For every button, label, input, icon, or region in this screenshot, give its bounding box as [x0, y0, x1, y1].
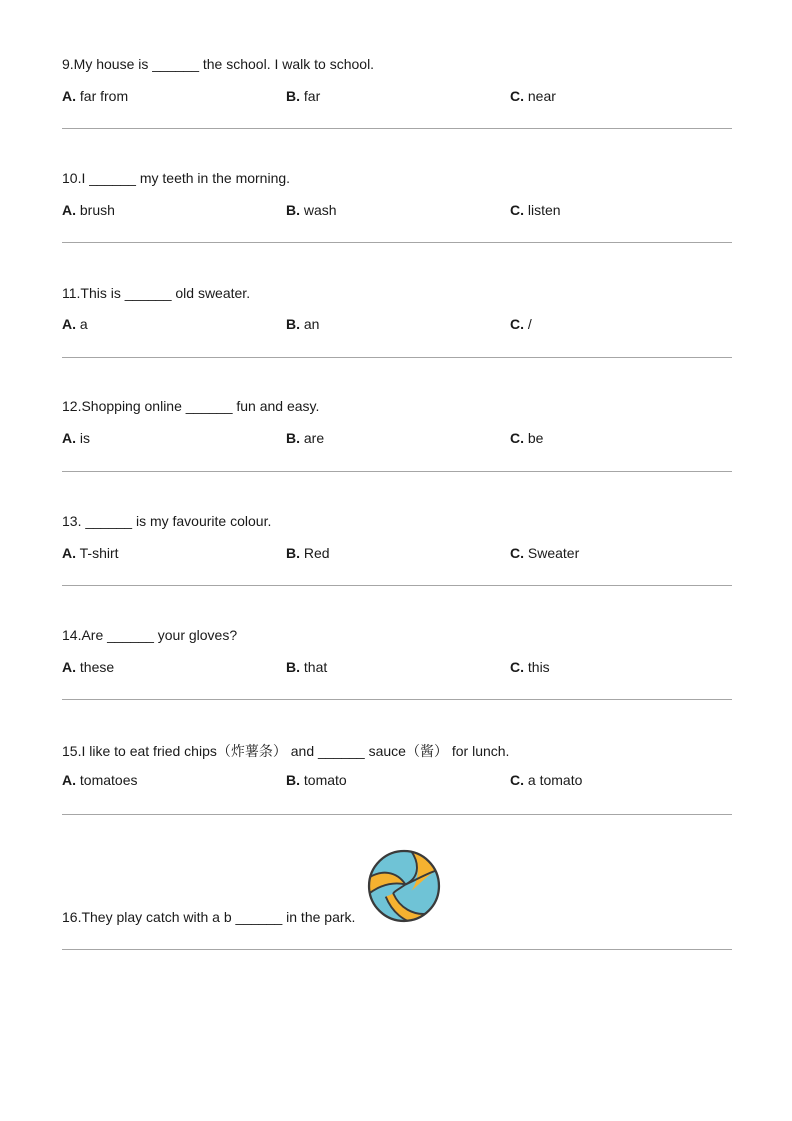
divider [62, 699, 732, 700]
options [62, 430, 732, 450]
question-stem: 10.I ______ my teeth in the morning. [62, 170, 291, 186]
question-stem: 13. ______ is my favourite colour. [62, 513, 272, 529]
option-c[interactable]: C. near [510, 88, 556, 104]
option-b[interactable]: B. wash [286, 202, 337, 218]
divider [62, 585, 732, 586]
question-stem: 11.This is ______ old sweater. [62, 285, 251, 301]
option-a[interactable]: A. these [62, 659, 115, 675]
option-a[interactable]: A. T-shirt [62, 545, 119, 561]
divider [62, 949, 732, 950]
option-c[interactable]: C. / [510, 316, 532, 332]
divider [62, 242, 732, 243]
option-a[interactable]: A. far from [62, 88, 129, 104]
option-c[interactable]: C. this [510, 659, 550, 675]
options [62, 659, 732, 679]
options [62, 545, 732, 565]
option-b[interactable]: B. an [286, 316, 320, 332]
options [62, 772, 732, 792]
option-b[interactable]: B. far [286, 88, 321, 104]
question-stem: 9.My house is ______ the school. I walk to school. [62, 56, 375, 72]
option-c[interactable]: C. Sweater [510, 545, 580, 561]
option-a[interactable]: A. tomatoes [62, 772, 138, 788]
question-stem: 16.They play catch with a b ______ in the park. [62, 909, 356, 925]
options [62, 316, 732, 336]
option-c[interactable]: C. be [510, 430, 544, 446]
question-stem: 12.Shopping online ______ fun and easy. [62, 398, 320, 414]
divider [62, 128, 732, 129]
option-b[interactable]: B. are [286, 430, 325, 446]
volleyball-icon [366, 848, 442, 924]
divider [62, 814, 732, 815]
option-b[interactable]: B. Red [286, 545, 330, 561]
option-c[interactable]: C. listen [510, 202, 561, 218]
options [62, 202, 732, 222]
divider [62, 357, 732, 358]
question-stem: 15.I like to eat fried chips（炸薯条） and ______ sauce（酱） for lunch. [62, 743, 510, 759]
option-a[interactable]: A. brush [62, 202, 115, 218]
option-a[interactable]: A. a [62, 316, 88, 332]
option-b[interactable]: B. tomato [286, 772, 347, 788]
option-a[interactable]: A. is [62, 430, 91, 446]
question-stem: 14.Are ______ your gloves? [62, 627, 238, 643]
option-c[interactable]: C. a tomato [510, 772, 583, 788]
divider [62, 471, 732, 472]
options [62, 88, 732, 108]
option-b[interactable]: B. that [286, 659, 328, 675]
